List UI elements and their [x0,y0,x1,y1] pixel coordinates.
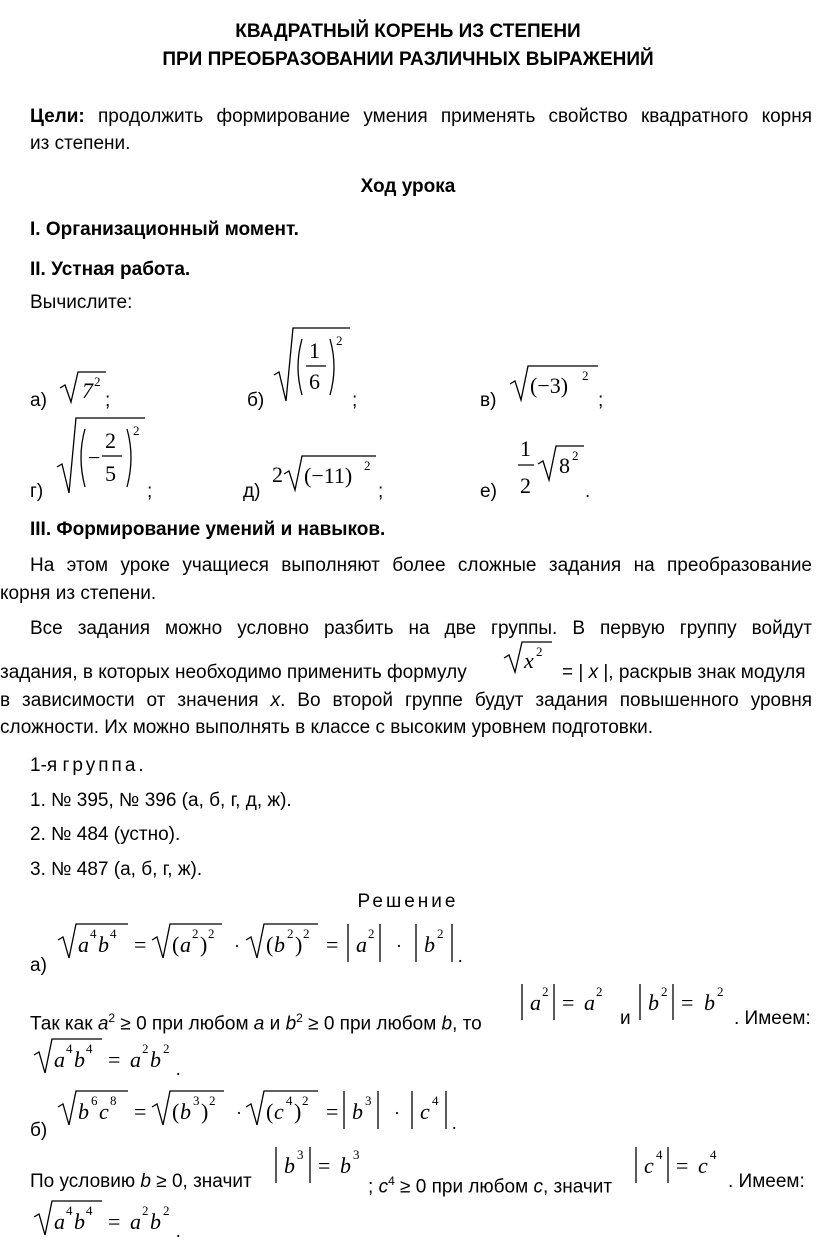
formula-abs-b3 [272,1143,368,1189]
svg-text:2: 2 [163,1203,170,1218]
svg-text:4: 4 [710,1147,717,1162]
svg-text:): ) [294,1099,302,1124]
svg-text:2: 2 [209,1093,216,1108]
svg-text:=: = [681,990,694,1015]
svg-text:b: b [98,932,109,957]
formula-solution-a [56,918,476,970]
since-b-have: . Имеем: [728,1171,805,1192]
svg-text:2: 2 [163,1041,170,1056]
svg-text:b: b [284,1153,295,1178]
svg-text:4: 4 [86,1041,93,1056]
var-c: c [378,1176,389,1198]
svg-text:1: 1 [520,436,531,461]
svg-text:2: 2 [717,984,724,999]
svg-text:(−3): (−3) [530,373,569,398]
svg-text:b: b [78,1099,89,1124]
svg-text:4: 4 [432,1093,439,1108]
item-d-label: д) [243,481,261,502]
svg-text:a: a [78,932,89,957]
svg-text:b: b [340,1153,351,1178]
since-a-t2: ≥ 0 при любом [120,1013,249,1035]
svg-text:b: b [704,990,715,1015]
svg-text:): ) [295,932,303,957]
svg-text:b: b [74,1209,85,1234]
formula-sqrt-one-sixth-squared [272,325,352,405]
var-x-2: x [270,690,281,711]
svg-text:c: c [274,1099,284,1124]
since-a-line [30,1005,482,1037]
svg-text:=: = [676,1153,689,1178]
svg-text:2: 2 [142,1041,149,1056]
formula-result-a [32,1035,202,1079]
sup-2: 2 [108,1011,116,1025]
var-b: b [285,1013,297,1035]
sup-2b: 2 [296,1011,303,1025]
svg-text:.: . [176,1221,181,1241]
svg-text:a: a [130,1047,141,1072]
svg-text:=: = [326,1099,339,1124]
solution-heading: Решение [357,891,459,912]
section-2-heading: II. Устная работа. [30,259,191,280]
svg-text:4: 4 [286,1093,293,1108]
item-g-label: г) [30,481,44,502]
group-heading [30,752,144,779]
modulus-close-text: |, раскрыв знак модуля [603,662,806,683]
svg-text:2: 2 [302,1093,309,1108]
para2-line-2-end [562,659,806,686]
since-a-and: и [620,1008,631,1029]
svg-text:b: b [648,990,659,1015]
para1-line-1: На этом уроке учащиеся выполняют более сложные задания на преобразование [30,555,812,576]
svg-text:2: 2 [287,926,294,941]
formula-result-b [32,1197,202,1241]
item-v-label: в) [480,390,497,411]
svg-text:(: ( [266,932,274,957]
svg-text:2: 2 [437,926,444,941]
svg-text:2: 2 [208,926,215,941]
item-e-label: е) [480,481,497,502]
since-b-t1: По условию [30,1171,136,1192]
para2-line-2-start: задания, в которых необходимо применить формулу [0,662,467,683]
svg-text:(: ( [172,1099,180,1124]
since-a-have: . Имеем: [734,1008,811,1029]
since-b-t3: ; [368,1176,374,1198]
svg-text:5: 5 [105,461,116,486]
sup-4: 4 [388,1174,395,1188]
item-a-label: а) [30,390,47,411]
svg-text:b: b [150,1209,161,1234]
svg-text:b: b [352,1099,363,1124]
compute-label: Вычислите: [30,292,133,313]
formula-solution-b [56,1085,476,1137]
formula-2-sqrt-minus11-squared [270,452,380,494]
para1-line-2: корня из степени. [0,583,157,604]
svg-text:b: b [274,932,285,957]
item-g-sep: ; [147,481,153,502]
var-x: x [588,662,599,683]
item-e-sep: . [585,481,591,502]
svg-text:2: 2 [596,984,603,999]
para2-line-1: Все задания можно условно разбить на две группы. В первую группу войдут [30,618,812,639]
svg-text:b: b [424,932,435,957]
svg-text:3: 3 [353,1147,360,1162]
svg-text:2: 2 [582,368,589,383]
item-b-label: б) [247,390,265,411]
svg-text:·: · [394,1103,400,1123]
svg-text:=: = [134,932,147,957]
since-a-t4: ≥ 0 при любом [308,1013,437,1035]
var-b-3: b [140,1171,151,1192]
svg-text:x: x [524,648,534,673]
item-b-sep: ; [352,390,358,411]
var-b-2: b [441,1013,453,1035]
group-prefix: 1-я [30,755,58,776]
goals-line-1 [30,103,812,130]
svg-text:b: b [74,1047,85,1072]
svg-text:4: 4 [66,1203,73,1218]
formula-abs-a2 [518,980,618,1026]
formula-sqrt-minus-two-fifths-squared [55,415,147,497]
var-a-2: a [253,1013,265,1035]
svg-text:.: . [176,1059,181,1079]
goals-line-2: из степени. [30,133,131,154]
section-1-heading: I. Организационный момент. [30,219,299,240]
svg-text:a: a [54,1209,65,1234]
svg-text:2: 2 [105,428,116,453]
formula-abs-c4 [632,1143,728,1189]
svg-text:4: 4 [86,1203,93,1218]
svg-text:=: = [108,1209,121,1234]
svg-text:1: 1 [309,338,320,363]
svg-text:6: 6 [309,369,320,394]
since-a-t1: Так как [30,1013,93,1035]
formula-sqrt-x-squared [502,638,554,678]
goals-text: продолжить формирование умения применять свойство квадратного корня [97,106,813,127]
svg-text:.: . [452,1113,457,1133]
since-b-t4: ≥ 0 при любом [400,1176,529,1198]
since-b-line-start [30,1168,252,1195]
svg-text:·: · [396,936,402,956]
item-a-sep: ; [105,390,111,411]
svg-text:7: 7 [82,378,93,403]
svg-text:3: 3 [193,1093,200,1108]
svg-text:a: a [584,990,595,1015]
svg-text:2: 2 [336,333,343,348]
svg-text:b: b [180,1099,191,1124]
svg-text:): ) [200,932,208,957]
since-a-t5: , то [452,1013,482,1035]
svg-text:2: 2 [661,984,668,999]
lesson-heading: Ход урока [360,176,456,197]
section-3-heading: III. Формирование умений и навыков. [30,519,386,540]
sol-a-label: а) [30,955,47,976]
svg-text:2: 2 [192,926,199,941]
svg-text:a: a [530,990,541,1015]
svg-text:8: 8 [110,1093,117,1108]
svg-text:a: a [130,1209,141,1234]
formula-sqrt-minus3-squared [508,362,600,404]
task-3: 3. № 487 (а, б, г, ж). [30,859,203,880]
svg-text:c: c [698,1153,708,1178]
task-2: 2. № 484 (устно). [30,824,181,845]
svg-text:a: a [356,932,367,957]
svg-text:(: ( [266,1099,274,1124]
svg-text:.: . [458,946,463,966]
para2-line-3-b: . Во второй группе будут задания повышенного уровня [280,690,813,711]
svg-text:a: a [180,932,191,957]
since-b-line-mid [368,1168,612,1200]
svg-text:2: 2 [368,926,375,941]
since-b-t2: ≥ 0, значит [156,1171,252,1192]
svg-text:b: b [150,1047,161,1072]
formula-half-sqrt-8-squared [518,428,586,500]
svg-text:2: 2 [572,448,579,463]
svg-text:2: 2 [133,423,140,438]
svg-text:=: = [562,990,575,1015]
svg-text:3: 3 [365,1093,372,1108]
svg-text:4: 4 [656,1147,663,1162]
svg-text:2: 2 [303,926,310,941]
goals-label: Цели: [30,106,85,127]
para2-line-4: сложности. Их можно выполнять в классе с высоким уровнем подготовки. [0,717,654,738]
task-1: 1. № 395, № 396 (а, б, г, д, ж). [30,790,292,811]
svg-text:8: 8 [559,453,570,478]
formula-sqrt-7-squared [58,368,108,408]
var-a: a [97,1013,109,1035]
svg-text:3: 3 [297,1147,304,1162]
svg-text:2: 2 [94,374,101,389]
svg-text:2: 2 [142,1203,149,1218]
modulus-open: = | [562,662,584,683]
svg-text:4: 4 [110,926,117,941]
item-d-sep: ; [378,481,384,502]
svg-text:4: 4 [66,1041,73,1056]
svg-text:2: 2 [536,644,543,659]
sol-b-label: б) [30,1120,48,1141]
svg-text:=: = [134,1099,147,1124]
svg-text:(: ( [172,932,180,957]
formula-abs-b2 [636,980,736,1026]
svg-text:c: c [99,1099,109,1124]
svg-text:6: 6 [91,1093,98,1108]
svg-text:2: 2 [272,462,283,487]
since-a-t3: и [269,1013,281,1035]
since-b-t5: , значит [542,1176,613,1198]
para2-line-3 [0,687,812,714]
para2-line-3-a: в зависимости от значения [0,690,259,711]
svg-text:c: c [644,1153,654,1178]
svg-text:=: = [326,932,339,957]
title-line-2: ПРИ ПРЕОБРАЗОВАНИИ РАЗЛИЧНЫХ ВЫРАЖЕНИЙ [162,49,654,70]
svg-text:): ) [201,1099,209,1124]
svg-text:−: − [88,445,101,470]
svg-text:·: · [236,1103,242,1123]
svg-text:=: = [318,1153,331,1178]
svg-text:c: c [420,1099,430,1124]
var-c-2: c [533,1176,543,1198]
svg-text:(−11): (−11) [304,463,353,488]
svg-text:2: 2 [364,458,371,473]
svg-text:2: 2 [520,473,531,498]
svg-text:=: = [108,1047,121,1072]
group-word: группа [62,755,139,776]
group-suffix: . [138,755,144,776]
svg-text:a: a [54,1047,65,1072]
svg-text:2: 2 [542,984,549,999]
title-line-1: КВАДРАТНЫЙ КОРЕНЬ ИЗ СТЕПЕНИ [235,21,581,42]
svg-text:4: 4 [90,926,97,941]
svg-text:·: · [234,936,240,956]
item-v-sep: ; [598,390,604,411]
